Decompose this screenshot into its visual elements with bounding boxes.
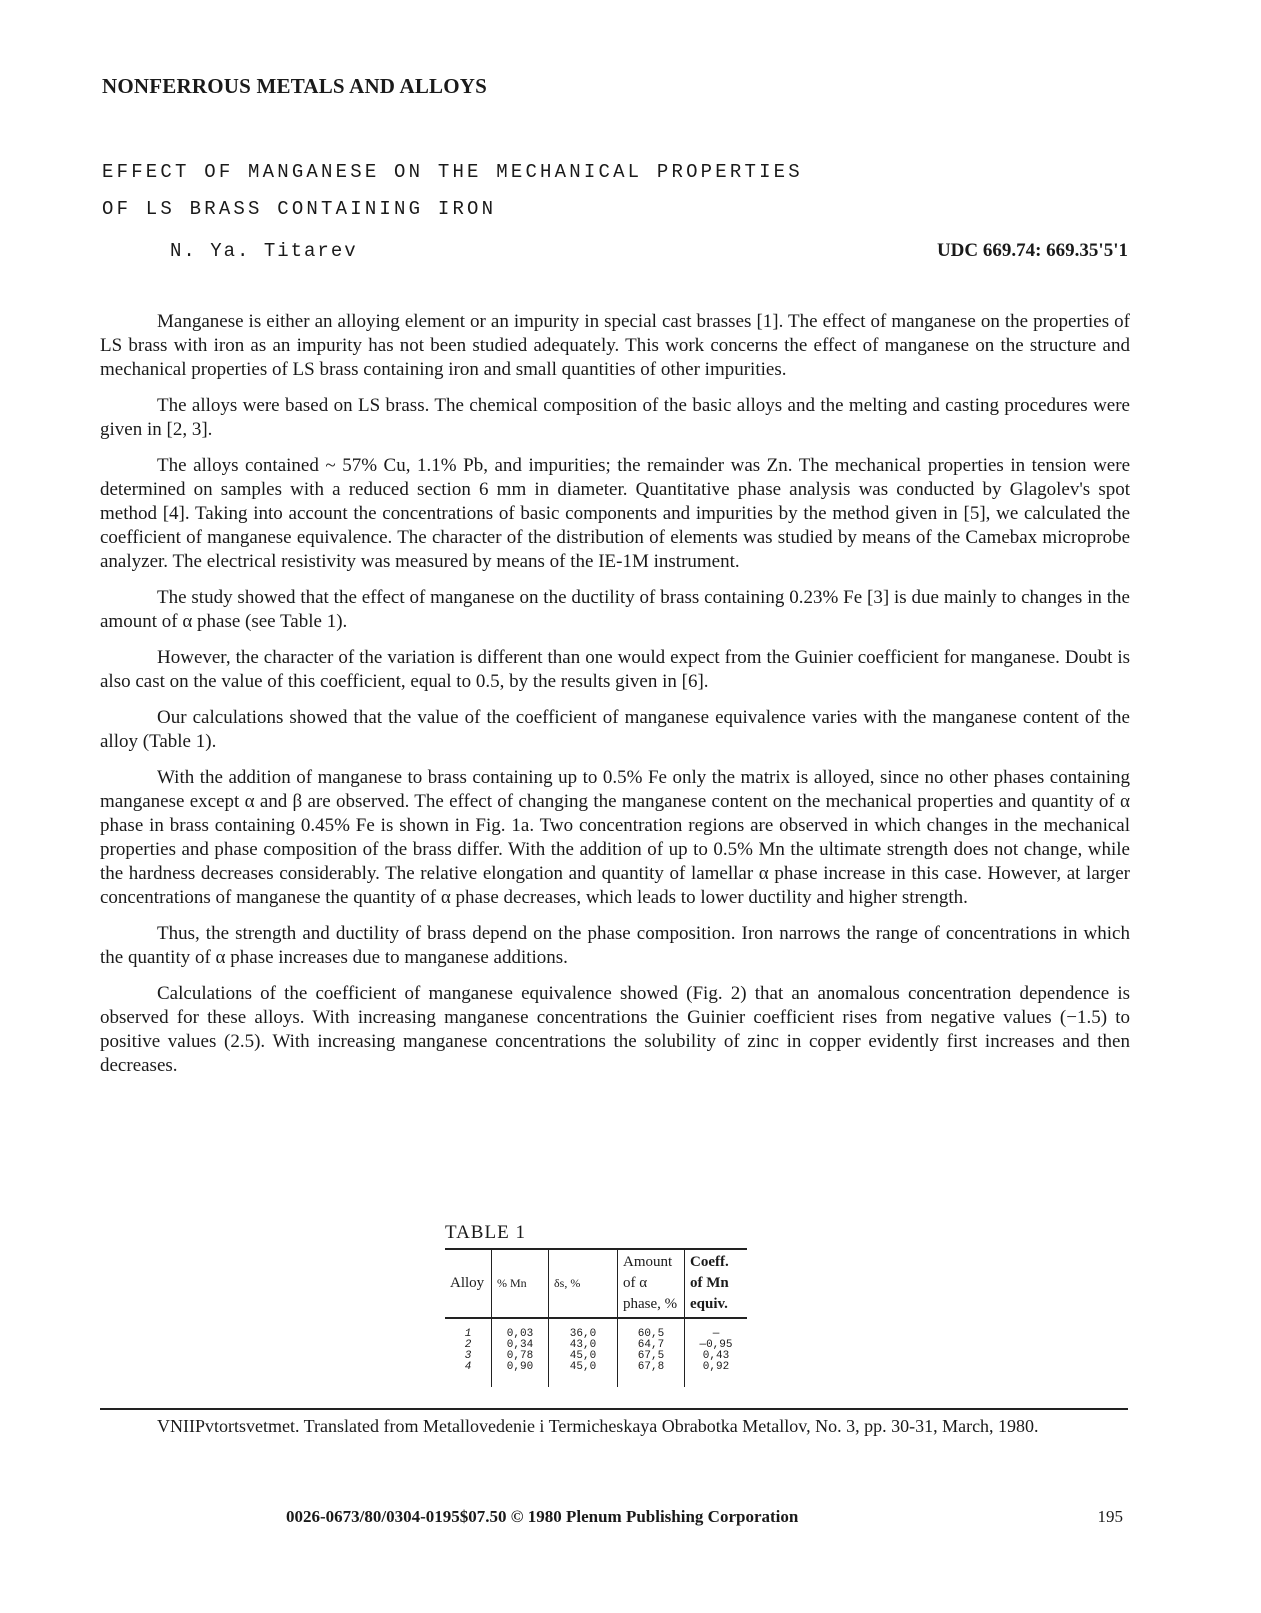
article-title-line-1: EFFECT OF MANGANESE ON THE MECHANICAL PROPERTIES <box>102 161 803 183</box>
column-header-mn: % Mn <box>492 1249 549 1318</box>
table-cell: 67,5 <box>618 1351 685 1362</box>
table-cell: 64,7 <box>618 1340 685 1351</box>
table-row <box>445 1362 747 1387</box>
footnote-text: VNIIPvtortsvetmet. Translated from Metallovedenie i Termicheskaya Obrabotka Metallov, No. 3, pp. 30-31, March, 1980. <box>157 1416 1039 1436</box>
paragraph: The alloys contained ~ 57% Cu, 1.1% Pb, and impurities; the remainder was Zn. The mechanical properties in tension were determined on samples with a reduced section 6 mm in diameter. Quantitative phase analysis was conducted by Glagolev's spot method [4]. Taking into account the concentrations of basic components and impurities by the method given in [5], we calculated the coefficient of manganese equivalence. The character of the distribution of elements was studied by means of the Camebax microprobe analyzer. The electrical resistivity was measured by means of the IE-1M instrument. <box>100 455 1130 572</box>
table-cell: —0,95 <box>685 1340 748 1351</box>
table-cell: 0,90 <box>492 1362 549 1387</box>
publication-code: 0026-0673/80/0304-0195$07.50 © 1980 Plenum Publishing Corporation <box>286 1507 799 1526</box>
column-header-alloy: Alloy <box>445 1249 492 1318</box>
column-header-elongation: δs, % <box>549 1249 618 1318</box>
column-header-coeff: Coeff. of Mn equiv. <box>685 1249 748 1318</box>
section-heading: NONFERROUS METALS AND ALLOYS <box>102 74 488 98</box>
table-row <box>445 1340 747 1351</box>
paragraph: Thus, the strength and ductility of brass depend on the phase composition. Iron narrows the range of concentrations in which the quantity of α phase increases due to manganese additions. <box>100 923 1130 968</box>
article-title-line-2: OF LS BRASS CONTAINING IRON <box>102 198 497 220</box>
table-cell: 0,03 <box>492 1318 549 1340</box>
table-row <box>445 1318 747 1340</box>
article-body <box>100 310 1130 1090</box>
table-header-row <box>445 1249 747 1318</box>
table-cell: 0,34 <box>492 1340 549 1351</box>
table-cell: 0,43 <box>685 1351 748 1362</box>
article-title <box>102 154 1002 228</box>
footnote <box>100 1414 1130 1438</box>
table-cell: 2 <box>464 1339 472 1351</box>
table-row <box>445 1351 747 1362</box>
paragraph: The alloys were based on LS brass. The chemical composition of the basic alloys and the melting and casting procedures were given in [2, 3]. <box>100 395 1130 440</box>
paragraph: With the addition of manganese to brass containing up to 0.5% Fe only the matrix is alloyed, since no other phases containing manganese except α and β are observed. The effect of changing the manganese content on the mechanical properties and quantity of α phase in brass containing 0.45% Fe is shown in Fig. 1a. Two concentration regions are observed in which changes in the mechanical properties and phase composition of the brass differ. With the addition of up to 0.5% Mn the ultimate strength does not change, while the hardness decreases considerably. The relative elongation and quantity of lamellar α phase increase in this case. However, at larger concentrations of manganese the quantity of α phase decreases, which leads to lower ductility and higher strength. <box>100 767 1130 908</box>
author-name: N. Ya. Titarev <box>170 240 358 262</box>
table-cell: 45,0 <box>549 1362 618 1387</box>
paragraph: Manganese is either an alloying element or an impurity in special cast brasses [1]. The effect of manganese on the properties of LS brass with iron as an impurity has not been studied adequately. This work concerns the effect of manganese on the structure and mechanical properties of LS brass containing iron and small quantities of other impurities. <box>100 311 1130 380</box>
table-cell: 43,0 <box>549 1340 618 1351</box>
paragraph: The study showed that the effect of manganese on the ductility of brass containing 0.23% Fe [3] is due mainly to changes in the amount of α phase (see Table 1). <box>100 587 1130 632</box>
table-cell: 67,8 <box>618 1362 685 1387</box>
table-cell: 0,92 <box>685 1362 748 1387</box>
udc-code: UDC 669.74: 669.35'5'1 <box>936 240 1128 261</box>
table-cell: 45,0 <box>549 1351 618 1362</box>
paragraph: Our calculations showed that the value of the coefficient of manganese equivalence varies with the manganese content of the alloy (Table 1). <box>100 707 1130 752</box>
table-cell: — <box>685 1318 748 1340</box>
data-table <box>445 1248 747 1387</box>
table-cell: 36,0 <box>549 1318 618 1340</box>
paragraph: However, the character of the variation is different than one would expect from the Guinier coefficient for manganese. Doubt is also cast on the value of this coefficient, equal to 0.5, by the results given in [6]. <box>100 647 1130 692</box>
table-cell: 1 <box>464 1328 472 1340</box>
table-cell: 60,5 <box>618 1318 685 1340</box>
table-cell: 0,78 <box>492 1351 549 1362</box>
page-number: 195 <box>1097 1507 1123 1526</box>
column-header-alpha-phase: Amount of α phase, % <box>618 1249 685 1318</box>
paragraph: Calculations of the coefficient of manganese equivalence showed (Fig. 2) that an anomalous concentration dependence is observed for these alloys. With increasing manganese concentrations the Guinier coefficient rises from negative values (−1.5) to positive values (2.5). With increasing manganese concentrations the solubility of zinc in copper evidently first increases and then decreases. <box>100 983 1130 1076</box>
table-cell: 4 <box>464 1361 472 1373</box>
table-cell: 3 <box>464 1350 472 1362</box>
table-caption: TABLE 1 <box>445 1222 526 1243</box>
footnote-divider <box>100 1408 1128 1410</box>
